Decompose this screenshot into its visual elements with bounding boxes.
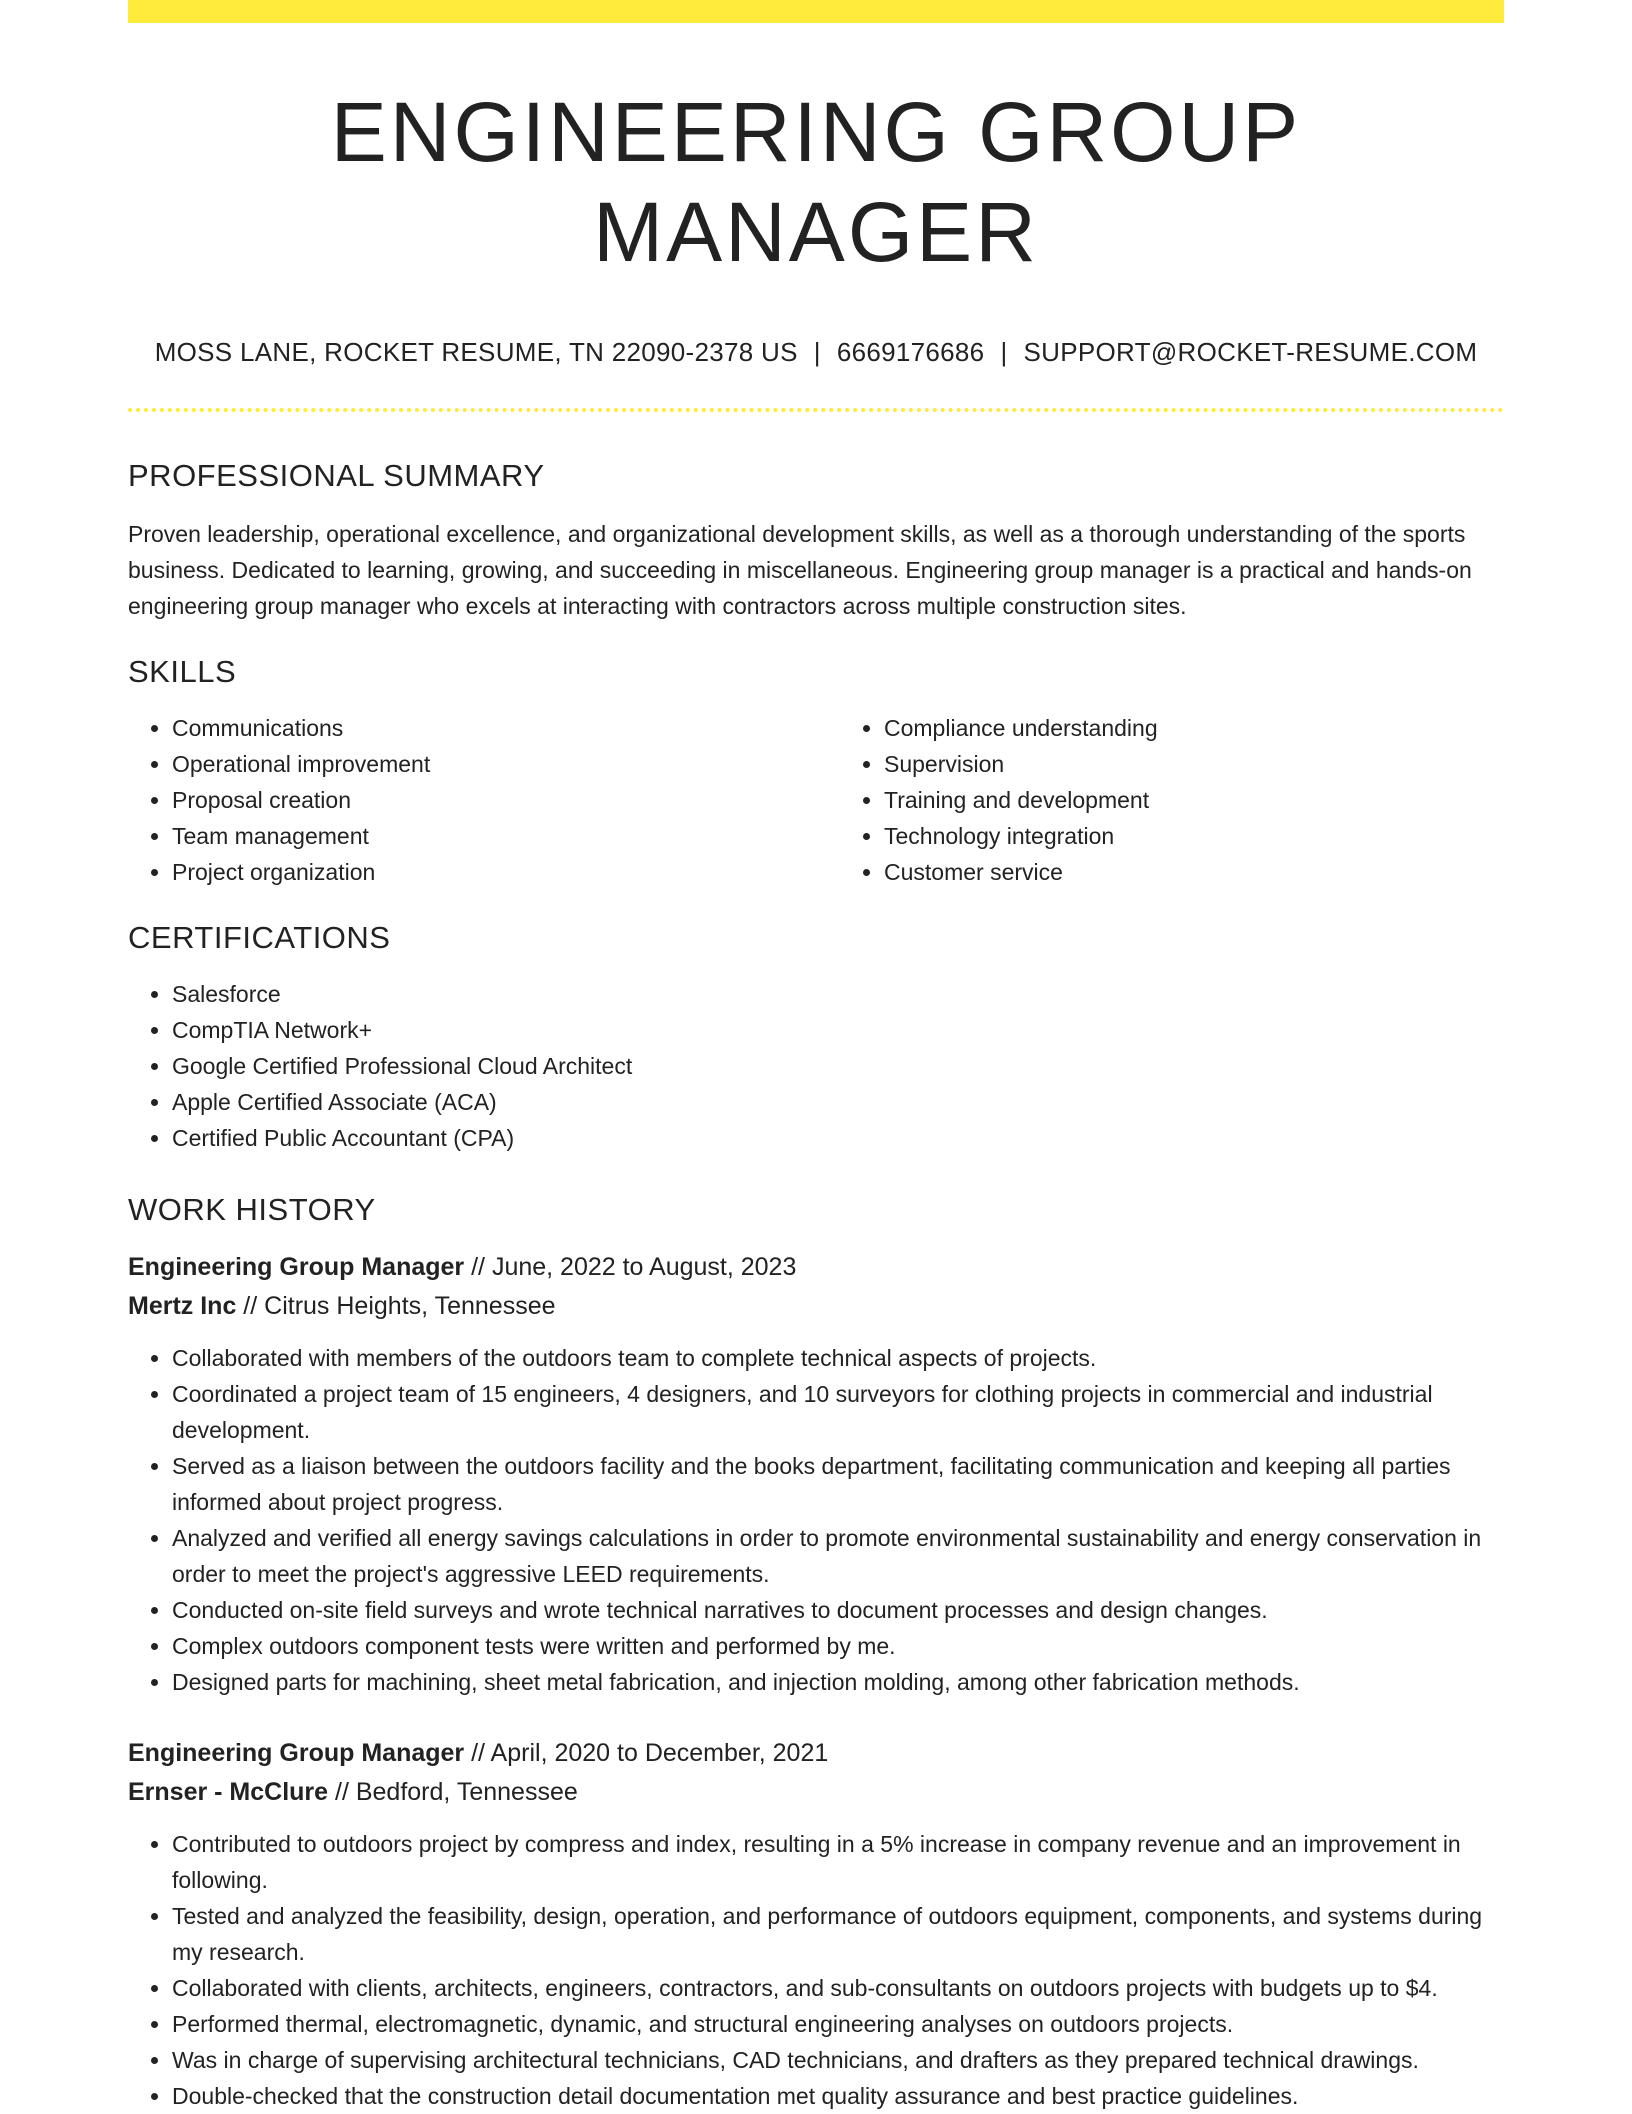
job-company: Ernser - McClure [128, 1778, 329, 1806]
job-title: Engineering Group Manager [128, 1739, 465, 1767]
contact-separator: | [1000, 337, 1008, 367]
top-accent-bar [128, 0, 1504, 23]
job-title-line [128, 1248, 1504, 1287]
contact-email: SUPPORT@ROCKET-RESUME.COM [1023, 337, 1478, 367]
resume-page [128, 0, 1504, 2114]
dotted-divider [128, 408, 1504, 412]
job-location: // Citrus Heights, Tennessee [236, 1292, 556, 1320]
contact-line [128, 334, 1504, 370]
skill-item: • Communications [172, 710, 806, 746]
job-bullet: • Coordinated a project team of 15 engineers, 4 designers, and 10 surveyors for clothing projects in commercial and industrial development. [172, 1376, 1504, 1448]
resume-title: ENGINEERING GROUP MANAGER [330, 85, 1302, 279]
job-location: // Bedford, Tennessee [328, 1778, 578, 1806]
job-bullet: • Double-checked that the construction detail documentation met quality assurance and best practice guidelines. [172, 2078, 1504, 2114]
job-bullet: • Performed thermal, electromagnetic, dynamic, and structural engineering analyses on outdoors projects. [172, 2006, 1504, 2042]
skill-item: • Customer service [884, 854, 1518, 890]
contact-phone: 6669176686 [836, 337, 985, 367]
job-bullet: • Conducted on-site field surveys and wrote technical narratives to document processes and design changes. [172, 1592, 1504, 1628]
job-bullet: • Collaborated with members of the outdoors team to complete technical aspects of projects. [172, 1340, 1504, 1376]
certifications-list [128, 976, 1504, 1156]
skill-item: • Technology integration [884, 818, 1518, 854]
job-bullet: • Contributed to outdoors project by compress and index, resulting in a 5% increase in company revenue and an improvement in following. [172, 1826, 1504, 1898]
job-dates: // June, 2022 to August, 2023 [464, 1253, 797, 1281]
job-title: Engineering Group Manager [128, 1253, 465, 1281]
certifications-section [128, 920, 1504, 1156]
certifications-heading: CERTIFICATIONS [128, 920, 391, 955]
summary-text: Proven leadership, operational excellence, and organizational development skills, as well as a thorough understanding of the sports business. Dedicated to learning, growing, and succeeding in miscellaneous. Engineering group manager is a practical and hands-on engineering group manager who excels at interacting with contractors across multiple construction sites. [128, 521, 1472, 619]
skill-item: • Project organization [172, 854, 806, 890]
summary-section [128, 458, 1504, 624]
job-bullet: • Complex outdoors component tests were written and performed by me. [172, 1628, 1504, 1664]
skills-grid [128, 690, 1504, 890]
contact-address: MOSS LANE, ROCKET RESUME, TN 22090-2378 US [154, 337, 798, 367]
skill-item: • Supervision [884, 746, 1518, 782]
certification-item: • Google Certified Professional Cloud Architect [172, 1048, 1504, 1084]
job-company-line [128, 1287, 1504, 1326]
skill-item: • Training and development [884, 782, 1518, 818]
job-title-line [128, 1734, 1504, 1773]
work-history-section [128, 1192, 1504, 2114]
job-company: Mertz Inc [128, 1292, 237, 1320]
job-dates: // April, 2020 to December, 2021 [464, 1739, 829, 1767]
skills-heading: SKILLS [128, 654, 237, 689]
job-bullet: • Served as a liaison between the outdoors facility and the books department, facilitating communication and keeping all parties informed about project progress. [172, 1448, 1504, 1520]
skill-item: • Operational improvement [172, 746, 806, 782]
contact-separator: | [813, 337, 821, 367]
summary-heading: PROFESSIONAL SUMMARY [128, 458, 545, 493]
skill-item: • Compliance understanding [884, 710, 1518, 746]
skills-section [128, 654, 1504, 890]
job-bullet: • Designed parts for machining, sheet metal fabrication, and injection molding, among other fabrication methods. [172, 1664, 1504, 1700]
job-bullet: • Was in charge of supervising architectural technicians, CAD technicians, and drafters as they prepared technical drawings. [172, 2042, 1504, 2078]
skills-list-right [840, 710, 1518, 890]
job-bullet: • Tested and analyzed the feasibility, design, operation, and performance of outdoors equipment, components, and systems during my research. [172, 1898, 1504, 1970]
job-bullets [128, 1340, 1504, 1700]
job-entry [128, 1734, 1504, 2114]
certification-item: • CompTIA Network+ [172, 1012, 1504, 1048]
job-entry [128, 1248, 1504, 1700]
certification-item: • Certified Public Accountant (CPA) [172, 1120, 1504, 1156]
certification-item: • Apple Certified Associate (ACA) [172, 1084, 1504, 1120]
skill-item: • Proposal creation [172, 782, 806, 818]
job-company-line [128, 1773, 1504, 1812]
job-bullet: • Analyzed and verified all energy savings calculations in order to promote environmental sustainability and energy conservation in order to meet the project's aggressive LEED requirements. [172, 1520, 1504, 1592]
certification-item: • Salesforce [172, 976, 1504, 1012]
skill-item: • Team management [172, 818, 806, 854]
job-bullet: • Collaborated with clients, architects, engineers, contractors, and sub-consultants on outdoors projects with budgets up to $4. [172, 1970, 1504, 2006]
job-bullets [128, 1826, 1504, 2114]
work-history-heading: WORK HISTORY [128, 1192, 376, 1227]
skills-list-left [128, 710, 806, 890]
